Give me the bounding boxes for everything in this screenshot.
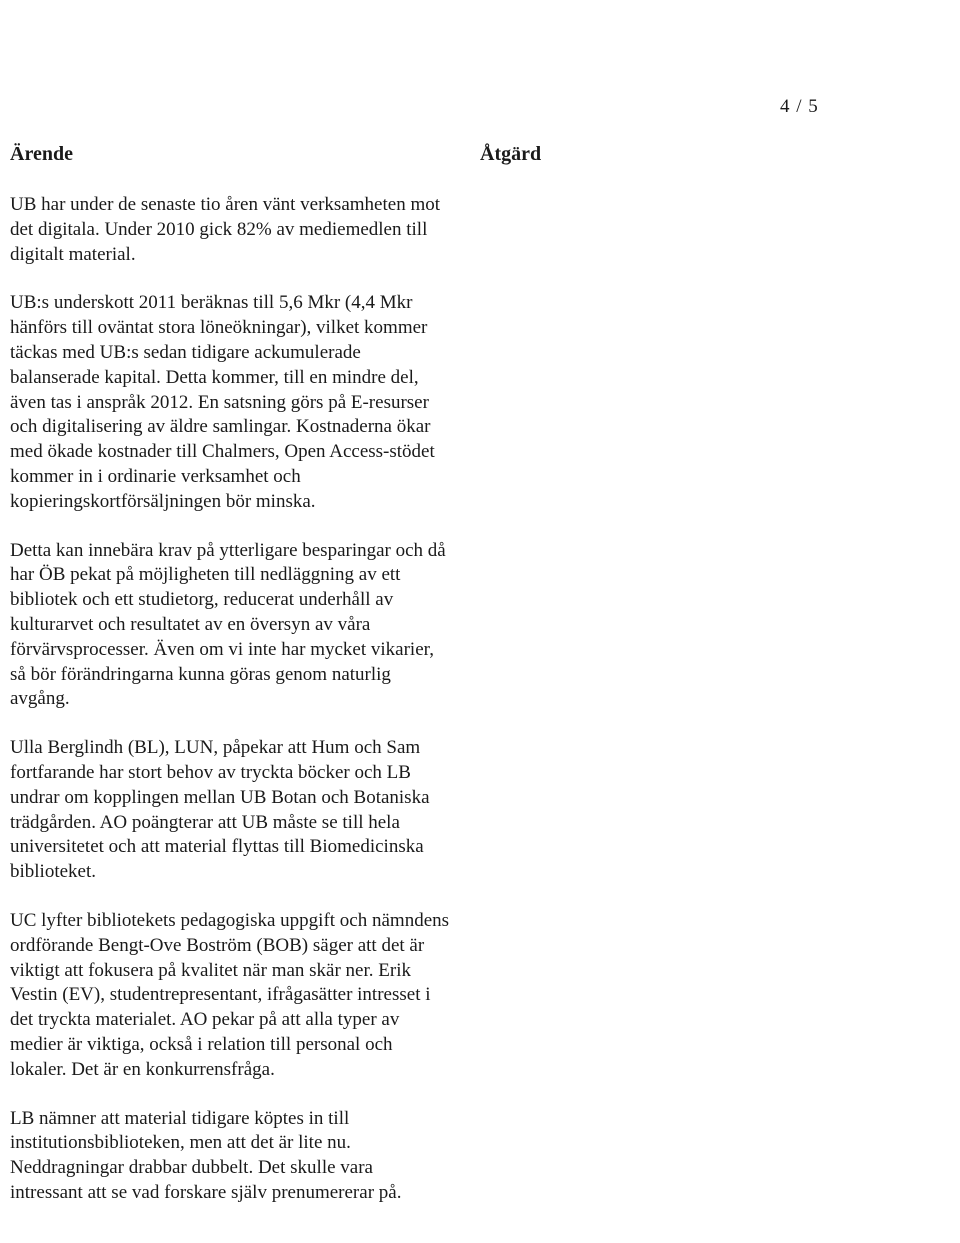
paragraph-savings: Detta kan innebära krav på ytterligare besparingar och då har ÖB pekat på möjligheten till nedläggning av ett bibliotek och ett studietorg, reducerat underhåll av kulturarvet och resultatet av en översyn av våra förvärvsprocesser. Även om vi inte har mycket vikarier, så bör förändringarna kunna göras genom naturlig avgång. xyxy=(10,539,446,710)
paragraph-budget-deficit: UB:s underskott 2011 beräknas till 5,6 Mkr (4,4 Mkr hänförs till oväntat stora löneökningar), vilket kommer täckas med UB:s sedan tidigare ackumulerade balanserade kapital. Detta kommer, till en mindre del, även tas i anspråk 2012. En satsning görs på E-resurser och digitalisering av äldre samlingar. Kostnaderna ökar med ökade kostnader till Chalmers, Open Access-stödet kommer in i ordinarie verksamhet och kopieringskortförsäljningen bör minska. xyxy=(10,292,435,512)
page-number: 4 / 5 xyxy=(780,96,819,117)
paragraph-printed-books: Ulla Berglindh (BL), LUN, påpekar att Hum och Sam fortfarande har stort behov av tryckta böcker och LB undrar om kopplingen mellan UB Botan och Botaniska trädgården. AO poängterar att UB måste se till hela universitetet och att material flyttas till Biomedicinska biblioteket. xyxy=(10,737,430,883)
paragraph-institution-libraries: LB nämner att material tidigare köptes in till institutionsbiblioteken, men att det är lite nu. Neddragningar drabbar dubbelt. Det skulle vara intressant att se vad forskare själv prenumererar på. xyxy=(10,1107,402,1203)
column-heading-atgard: Åtgärd xyxy=(480,143,542,165)
paragraph-pedagogical-role: UC lyfter bibliotekets pedagogiska uppgift och nämndens ordförande Bengt-Ove Boström (BOB) säger att det är viktigt att fokusera på kvalitet när man skär ner. Erik Vestin (EV), studentrepresentant, ifrågasätter intresset i det tryckta materialet. AO pekar på att alla typer av medier är viktiga, också i relation till personal och lokaler. Det är en konkurrensfråga. xyxy=(10,909,450,1080)
paragraph-digital-shift: UB har under de senaste tio åren vänt verksamheten mot det digitala. Under 2010 gick 82% av mediemedlen till digitalt material. xyxy=(10,194,440,265)
document-body xyxy=(10,193,450,1230)
column-heading-arende: Ärende xyxy=(10,143,73,165)
